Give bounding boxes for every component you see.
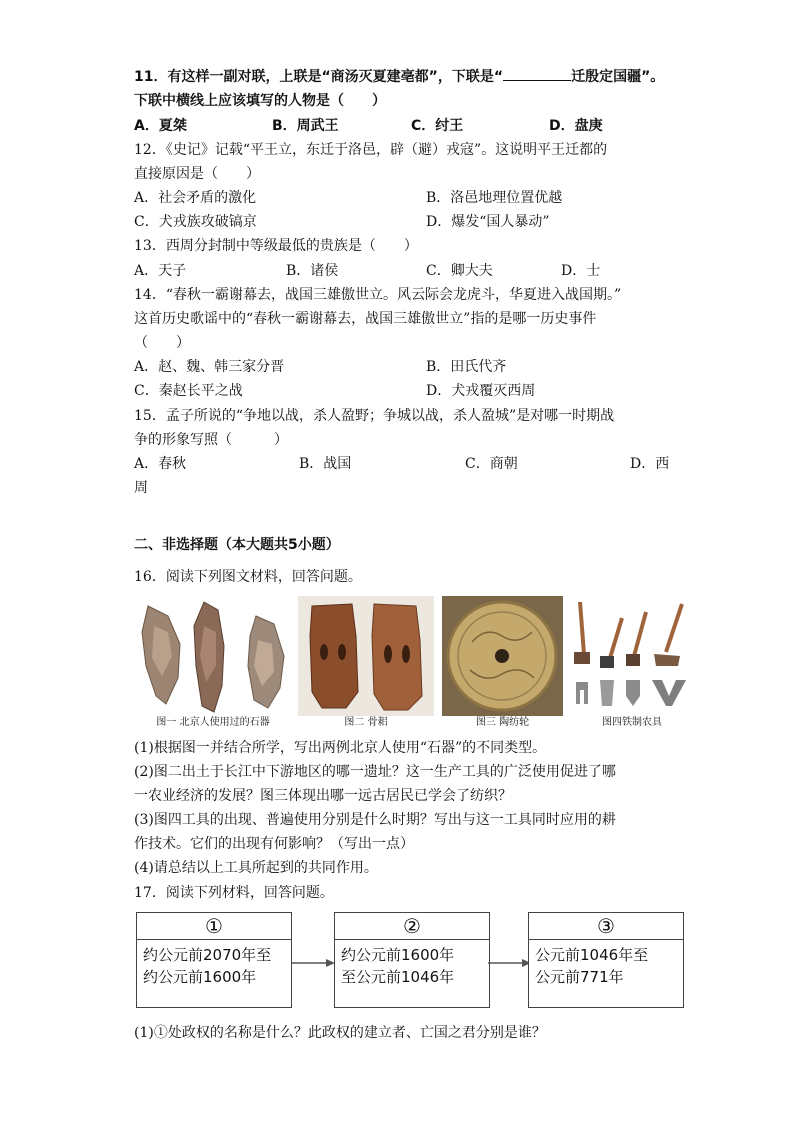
caption-figure-3: 图三 陶纺轮 — [475, 717, 530, 728]
q11-text-b: 迁殷定国疆”。 — [571, 69, 665, 85]
q14-option-c: C．秦赵长平之战 — [134, 383, 243, 399]
timeline-box-2-end: 至公元前1046年 — [341, 968, 455, 986]
arrow-2-to-3 — [488, 958, 532, 968]
timeline-box-2-dates — [335, 940, 489, 988]
q11-option-c: C．纣王 — [411, 118, 464, 134]
q14-line2: 这首历史歌谣中的“春秋一霸谢幕去，战国三雄傲世立”指的是哪一历史事件 — [134, 311, 597, 327]
q12-option-c: C．犬戎族攻破镐京 — [134, 214, 257, 230]
q14-option-d: D．犬戎覆灭西周 — [426, 383, 536, 399]
q12-option-b: B．洛邑地理位置优越 — [426, 190, 563, 206]
section-title: 二、非选择题（本大题共5小题） — [134, 537, 340, 553]
q12-option-a: A．社会矛盾的激化 — [134, 190, 257, 206]
q15-option-a: A．春秋 — [134, 456, 187, 472]
q13-option-a: A．天子 — [134, 263, 187, 279]
q17-sub1: (1)①处政权的名称是什么？此政权的建立者、亡国之君分别是谁？ — [134, 1025, 546, 1041]
bone-spade-image — [298, 596, 434, 716]
q15-line2: 争的形象写照（ ） — [134, 432, 288, 448]
q11-line2: 下联中横线上应该填写的人物是（ ） — [134, 93, 386, 109]
q13-option-d: D．士 — [561, 263, 601, 279]
q11-text-a: 11．有这样一副对联，上联是“商汤灭夏建亳都”，下联是“ — [134, 69, 504, 85]
caption-figure-4: 图四铁制农具 — [602, 717, 662, 728]
q15-option-d-wrap: 周 — [134, 480, 148, 496]
q15-option-c: C．商朝 — [465, 456, 518, 472]
q16-sub3-line1: (3)图四工具的出现、普遍使用分别是什么时期？写出与这一工具同时应用的耕 — [134, 812, 616, 828]
timeline-box-1 — [136, 912, 292, 1008]
timeline-box-1-start: 约公元前2070年至 — [143, 946, 272, 964]
q14-option-a: A．赵、魏、韩三家分晋 — [134, 359, 285, 375]
caption-figure-1: 图一 北京人使用过的石器 — [156, 717, 270, 728]
timeline-box-3-number: ③ — [529, 913, 683, 940]
timeline-box-1-dates — [137, 940, 291, 988]
q13-option-b: B．诸侯 — [286, 263, 339, 279]
q16-intro: 16．阅读下列图文材料，回答问题。 — [134, 569, 362, 585]
q11-line1 — [134, 68, 664, 86]
q11-option-d: D．盘庚 — [549, 118, 603, 134]
timeline-box-2 — [334, 912, 490, 1008]
q11-option-b: B．周武王 — [272, 118, 339, 134]
q15-line1: 15．孟子所说的“争地以战，杀人盈野；争城以战，杀人盈城”是对哪一时期战 — [134, 408, 615, 424]
q16-sub2-line2: 一农业经济的发展？图三体现出哪一远古居民已学会了纺织？ — [134, 788, 512, 804]
timeline-box-3 — [528, 912, 684, 1008]
q12-line1: 12．《史记》记载“平王立，东迁于洛邑，辟（避）戎寇”。这说明平王迁都的 — [134, 142, 608, 158]
timeline-box-1-end: 约公元前1600年 — [143, 968, 257, 986]
q16-sub1: (1)根据图一并结合所学，写出两例北京人使用“石器”的不同类型。 — [134, 740, 547, 756]
timeline-box-3-start: 公元前1046年至 — [535, 946, 649, 964]
timeline-box-2-number: ② — [335, 913, 489, 940]
q14-line3: （ ） — [134, 335, 190, 351]
timeline-box-3-dates — [529, 940, 683, 988]
timeline-box-3-end: 公元前771年 — [535, 968, 624, 986]
q17-intro: 17．阅读下列材料，回答问题。 — [134, 885, 334, 901]
q15-option-b: B．战国 — [299, 456, 352, 472]
q11-blank — [503, 68, 571, 81]
timeline-box-1-number: ① — [137, 913, 291, 940]
q16-sub2-line1: (2)图二出土于长江中下游地区的哪一遗址？这一生产工具的广泛使用促进了哪 — [134, 764, 616, 780]
q16-sub3-line2: 作技术。它们的出现有何影响？（写出一点） — [134, 836, 414, 852]
spindle-whorl-image — [442, 596, 563, 716]
caption-figure-2: 图二 骨耜 — [344, 717, 388, 728]
q14-line1: 14．“春秋一霸谢幕去，战国三雄傲世立。风云际会龙虎斗，华夏进入战国期。” — [134, 287, 622, 303]
q11-option-a: A．夏桀 — [134, 118, 187, 134]
timeline-box-2-start: 约公元前1600年 — [341, 946, 455, 964]
q13-option-c: C．卿大夫 — [426, 263, 493, 279]
q16-sub4: (4)请总结以上工具所起到的共同作用。 — [134, 860, 378, 876]
arrow-1-to-2 — [292, 958, 336, 968]
q13-line1: 13．西周分封制中等级最低的贵族是（ ） — [134, 238, 418, 254]
q12-line2: 直接原因是（ ） — [134, 166, 260, 182]
q12-option-d: D．爆发“国人暴动” — [426, 214, 550, 230]
q15-option-d: D．西 — [630, 456, 670, 472]
iron-tools-image — [570, 596, 694, 716]
q14-option-b: B．田氏代齐 — [426, 359, 507, 375]
stone-tools-image — [134, 596, 292, 716]
